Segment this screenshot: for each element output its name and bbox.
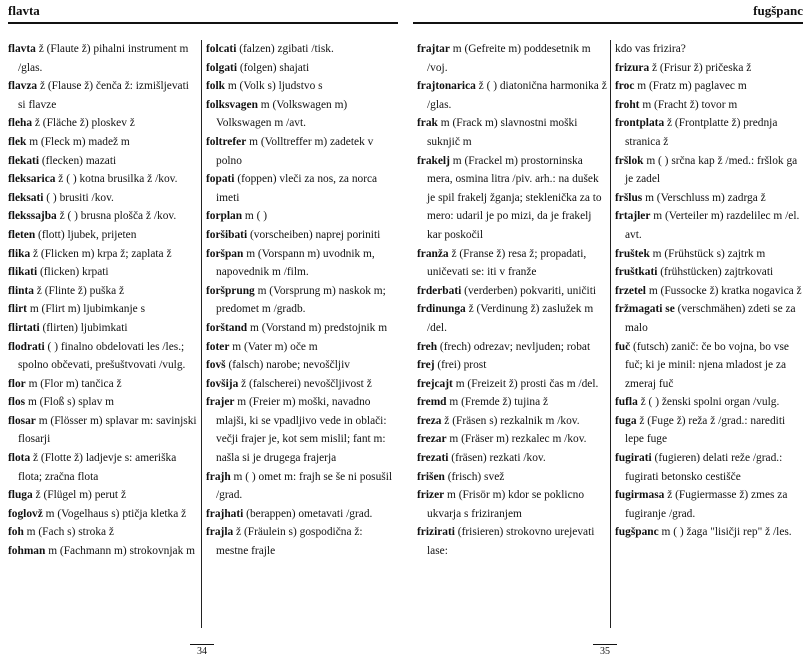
entry-definition: m (Freizeit ž) prosti čas m /del. bbox=[452, 377, 599, 390]
dictionary-entry bbox=[206, 77, 396, 96]
entry-definition: m (Fachmann m) strokovnjak m bbox=[45, 545, 195, 558]
entry-definition: ž (Fuge ž) reža ž /grad.: narediti lepe fuge bbox=[625, 414, 786, 446]
entry-headword: flirtati bbox=[8, 321, 40, 334]
entry-definition: (fugieren) delati reže /grad.: fugirati betonsko cestišče bbox=[625, 452, 783, 483]
right-column-2 bbox=[615, 40, 805, 542]
dictionary-entry bbox=[417, 300, 607, 337]
dictionary-entry bbox=[8, 523, 198, 542]
entry-definition: (flicken) krpati bbox=[37, 266, 109, 279]
entry-definition: m (Flor m) tančica ž bbox=[25, 377, 122, 390]
dictionary-entry bbox=[615, 449, 805, 486]
dictionary-entry bbox=[8, 114, 198, 133]
dictionary-entry bbox=[8, 245, 198, 264]
dictionary-entry bbox=[615, 189, 805, 208]
entry-headword: fopati bbox=[206, 173, 235, 186]
entry-headword: folgati bbox=[206, 61, 238, 74]
entry-definition: m (Fracht ž) tovor m bbox=[639, 98, 738, 111]
dictionary-entry bbox=[8, 77, 198, 114]
dictionary-entry bbox=[615, 300, 805, 337]
entry-definition: ž (Frisur ž) pričeska ž bbox=[649, 61, 752, 74]
dictionary-entry bbox=[206, 393, 396, 467]
entry-headword: flek bbox=[8, 135, 27, 148]
entry-definition: (verschmähen) zdeti se za malo bbox=[625, 303, 796, 334]
entry-definition: ž (Flügel m) perut ž bbox=[32, 489, 126, 502]
dictionary-entry bbox=[615, 245, 805, 264]
entry-headword: frizura bbox=[615, 61, 650, 74]
entry-definition: ž (Flotte ž) ladjevje s: ameriška flota; zračna flota bbox=[18, 452, 177, 483]
entry-definition: ž (Franse ž) resa ž; propadati, uničevati se: iti v franže bbox=[427, 247, 587, 279]
dictionary-entry bbox=[206, 356, 396, 375]
dictionary-entry bbox=[615, 486, 805, 523]
entry-definition: ( ) brusiti /kov. bbox=[43, 191, 114, 204]
entry-headword: flikati bbox=[8, 266, 38, 279]
entry-definition: ž ( ) kotna brusilka ž /kov. bbox=[55, 173, 178, 186]
entry-definition: m (Vogelhaus s) ptičja kletka ž bbox=[42, 507, 187, 520]
entry-definition: m (Fratz m) paglavec m bbox=[634, 80, 747, 93]
dictionary-entry bbox=[206, 226, 396, 245]
dictionary-entry bbox=[417, 40, 607, 77]
dictionary-entry bbox=[8, 40, 198, 77]
entry-headword: foršprung bbox=[206, 284, 255, 297]
dictionary-entry bbox=[206, 282, 396, 319]
entry-headword: froht bbox=[615, 98, 640, 111]
entry-definition: (berappen) ometavati /grad. bbox=[243, 507, 373, 520]
entry-definition: (vorscheiben) naprej poriniti bbox=[247, 228, 381, 241]
dictionary-entry bbox=[8, 393, 198, 412]
entry-headword: flor bbox=[8, 377, 26, 390]
dictionary-entry bbox=[615, 40, 805, 59]
dictionary-entry bbox=[8, 375, 198, 394]
dictionary-entry bbox=[417, 523, 607, 560]
entry-definition: m ( ) srčna kap ž /med.: fršlok ga je zadel bbox=[625, 154, 798, 186]
dictionary-entry bbox=[206, 133, 396, 170]
entry-headword: fleksarica bbox=[8, 173, 56, 186]
entry-definition: ž (Fräsen s) rezkalnik m /kov. bbox=[441, 414, 580, 427]
dictionary-entry bbox=[206, 505, 396, 524]
entry-definition: (frisch) svež bbox=[444, 470, 505, 483]
entry-headword: fleha bbox=[8, 117, 33, 130]
entry-headword: frdinunga bbox=[417, 303, 466, 316]
entry-definition: m (Volkswagen m) Volkswagen m /avt. bbox=[216, 98, 348, 130]
entry-headword: frontplata bbox=[615, 117, 665, 130]
dictionary-entry bbox=[615, 114, 805, 151]
entry-definition: m (Vorstand m) predstojnik m bbox=[247, 321, 388, 334]
entry-definition: (frühstücken) zajtrkovati bbox=[657, 266, 774, 279]
entry-definition: m (Vater m) oče m bbox=[229, 340, 318, 353]
entry-definition: ž ( ) ženski spolni organ /vulg. bbox=[637, 396, 780, 409]
dictionary-entry bbox=[417, 152, 607, 245]
dictionary-entry bbox=[615, 393, 805, 412]
entry-headword: frtajler bbox=[615, 210, 651, 223]
dictionary-entry bbox=[615, 412, 805, 449]
entry-definition: m (Floß s) splav m bbox=[25, 396, 115, 409]
entry-headword: frajer bbox=[206, 396, 235, 409]
entry-definition: m (Verschluss m) zadrga ž bbox=[642, 191, 766, 204]
dictionary-entry bbox=[206, 59, 396, 78]
entry-headword: frizer bbox=[417, 489, 445, 502]
dictionary-entry bbox=[8, 170, 198, 189]
entry-definition: (folgen) shajati bbox=[237, 61, 310, 74]
left-running-header bbox=[8, 2, 398, 24]
entry-headword: frizirati bbox=[417, 526, 455, 539]
entry-headword: foh bbox=[8, 526, 24, 539]
entry-headword: foršibati bbox=[206, 228, 248, 241]
dictionary-entry bbox=[206, 170, 396, 207]
entry-definition: ž ( ) brusna plošča ž /kov. bbox=[56, 210, 177, 223]
entry-headword: fremd bbox=[417, 396, 447, 409]
dictionary-entry bbox=[206, 523, 396, 560]
entry-headword: frzetel bbox=[615, 284, 646, 297]
entry-definition: m (Fräser m) rezkalec m /kov. bbox=[446, 433, 587, 446]
dictionary-entry bbox=[8, 189, 198, 208]
dictionary-entry bbox=[615, 207, 805, 244]
dictionary-entry bbox=[615, 152, 805, 189]
entry-definition: m (Vorsprung m) naskok m; predomet m /gradb. bbox=[216, 284, 386, 316]
entry-headword: fruštek bbox=[615, 247, 650, 260]
entry-definition: m (Volltreffer m) zadetek v polno bbox=[216, 135, 374, 167]
entry-headword: frajla bbox=[206, 526, 234, 539]
entry-headword: fugirati bbox=[615, 452, 652, 465]
dictionary-entry bbox=[615, 338, 805, 394]
entry-headword: flekssajba bbox=[8, 210, 57, 223]
dictionary-entry bbox=[206, 468, 396, 505]
entry-headword: fržmagati se bbox=[615, 303, 675, 316]
dictionary-entry bbox=[417, 375, 607, 394]
entry-definition: m (Fussocke ž) kratka nogavica ž bbox=[645, 284, 802, 297]
entry-definition: m (Fremde ž) tujina ž bbox=[446, 396, 549, 409]
dictionary-entry bbox=[8, 319, 198, 338]
entry-headword: fufla bbox=[615, 396, 638, 409]
dictionary-entry bbox=[8, 542, 198, 561]
entry-headword: flosar bbox=[8, 414, 36, 427]
entry-headword: frišen bbox=[417, 470, 445, 483]
entry-definition: (falzen) zgibati /tisk. bbox=[236, 43, 334, 55]
left-header-word: flavta bbox=[8, 3, 40, 18]
right-header-word: fugšpanc bbox=[753, 3, 803, 18]
dictionary-entry bbox=[417, 282, 607, 301]
entry-headword: fršlus bbox=[615, 191, 643, 204]
entry-definition: m (Flirt m) ljubimkanje s bbox=[26, 303, 145, 316]
dictionary-entry bbox=[8, 505, 198, 524]
entry-definition: ž (Fräulein s) gospodična ž: mestne frajle bbox=[216, 526, 363, 558]
entry-headword: frezar bbox=[417, 433, 447, 446]
entry-headword: fruštkati bbox=[615, 266, 658, 279]
entry-headword: folk bbox=[206, 80, 225, 93]
column-divider bbox=[610, 40, 611, 628]
dictionary-entry bbox=[8, 338, 198, 375]
entry-headword: fleten bbox=[8, 228, 36, 241]
entry-headword: foltrefer bbox=[206, 135, 247, 148]
dictionary-entry bbox=[206, 96, 396, 133]
entry-definition: m (Gefreite m) poddesetnik m /voj. bbox=[427, 43, 591, 74]
page-number: 35 bbox=[593, 644, 617, 657]
entry-headword: fovš bbox=[206, 359, 226, 372]
entry-headword: frak bbox=[417, 117, 438, 130]
entry-definition: (flirten) ljubimkati bbox=[39, 321, 128, 334]
entry-definition: m ( ) bbox=[242, 210, 268, 223]
entry-definition: m ( ) žaga "lisičji rep" ž /les. bbox=[658, 526, 792, 539]
entry-headword: fugšpanc bbox=[615, 526, 659, 539]
dictionary-entry bbox=[417, 356, 607, 375]
entry-definition: ž (Verdinung ž) zaslužek m /del. bbox=[427, 303, 594, 334]
dictionary-entry bbox=[8, 449, 198, 486]
entry-headword: fohman bbox=[8, 545, 46, 558]
entry-definition: ž (Frontplatte ž) prednja stranica ž bbox=[625, 117, 778, 148]
entry-definition: m ( ) omet m: frajh se še ni posušil /grad. bbox=[216, 470, 393, 502]
dictionary-entry bbox=[417, 245, 607, 282]
dictionary-entry bbox=[8, 486, 198, 505]
dictionary-entry bbox=[417, 114, 607, 151]
entry-definition: ž (Flicken m) krpa ž; zaplata ž bbox=[30, 247, 172, 260]
entry-headword: flavza bbox=[8, 80, 38, 93]
entry-definition: (verderben) pokvariti, uničiti bbox=[461, 284, 597, 297]
entry-definition: ž (Fläche ž) ploskev ž bbox=[32, 117, 135, 130]
dictionary-entry bbox=[8, 207, 198, 226]
entry-headword: froc bbox=[615, 80, 635, 93]
entry-headword: fugirmasa bbox=[615, 489, 665, 502]
entry-headword: foter bbox=[206, 340, 230, 353]
dictionary-entry bbox=[8, 300, 198, 319]
entry-headword: foglovž bbox=[8, 507, 43, 520]
entry-definition: ž (falscherei) nevoščljivost ž bbox=[238, 377, 372, 390]
entry-definition: (futsch) zanič: če bo vojna, bo vse fuč; ki je minil: njena mladost je za zmeraj fuč bbox=[625, 340, 789, 390]
entry-headword: folcati bbox=[206, 43, 237, 55]
left-page bbox=[0, 0, 404, 660]
entry-headword: frejcajt bbox=[417, 377, 453, 390]
entry-headword: fuč bbox=[615, 340, 631, 353]
entry-definition: m (Frack m) slavnostni moški suknjič m bbox=[427, 117, 578, 148]
entry-definition: m (Frisör m) kdor se poklicno ukvarja s friziranjem bbox=[427, 489, 585, 520]
entry-headword: flirt bbox=[8, 303, 27, 316]
entry-headword: frajh bbox=[206, 470, 231, 483]
dictionary-entry bbox=[206, 338, 396, 357]
entry-headword: fuga bbox=[615, 414, 637, 427]
entry-definition: ž (Flaute ž) pihalni instrument m /glas. bbox=[18, 43, 189, 74]
entry-definition: m (Vorspann m) uvodnik m, napovednik m /film. bbox=[216, 247, 375, 279]
entry-headword: frakelj bbox=[417, 154, 450, 167]
entry-definition: m (Fach s) stroka ž bbox=[23, 526, 114, 539]
dictionary-entry bbox=[615, 263, 805, 282]
dictionary-entry bbox=[615, 59, 805, 78]
entry-headword: flekati bbox=[8, 154, 40, 167]
entry-headword: freh bbox=[417, 340, 438, 353]
left-column-1 bbox=[8, 40, 198, 561]
dictionary-entry bbox=[615, 282, 805, 301]
entry-definition: (frei) prost bbox=[434, 359, 487, 372]
entry-definition: ž (Flinte ž) puška ž bbox=[33, 284, 125, 297]
dictionary-entry bbox=[417, 468, 607, 487]
entry-headword: frajhati bbox=[206, 507, 244, 520]
entry-headword: freza bbox=[417, 414, 442, 427]
dictionary-entry bbox=[417, 412, 607, 431]
entry-definition: m (Freier m) moški, navadno mlajši, ki se vpadljivo vede in oblači: večji frajer je, kot sem mislil; fant m: našla si je drugega frajerja bbox=[216, 396, 387, 465]
entry-headword: foršpan bbox=[206, 247, 244, 260]
entry-headword: flota bbox=[8, 452, 31, 465]
dictionary-entry bbox=[615, 523, 805, 542]
entry-headword: fovšija bbox=[206, 377, 239, 390]
entry-definition: kdo vas frizira? bbox=[615, 43, 686, 55]
entry-definition: ž (Fugiermasse ž) zmes za fugiranje /grad. bbox=[625, 489, 788, 520]
entry-definition: m (Flösser m) splavar m: savinjski flosarji bbox=[18, 414, 197, 446]
dictionary-entry bbox=[615, 96, 805, 115]
entry-headword: flos bbox=[8, 396, 26, 409]
dictionary-entry bbox=[206, 319, 396, 338]
entry-headword: forštand bbox=[206, 321, 248, 334]
entry-definition: (fräsen) rezkati /kov. bbox=[448, 452, 546, 465]
entry-headword: fluga bbox=[8, 489, 33, 502]
entry-definition: (frisieren) strokovno urejevati lase: bbox=[427, 526, 595, 558]
dictionary-entry bbox=[206, 375, 396, 394]
dictionary-entry bbox=[8, 282, 198, 301]
entry-headword: frderbati bbox=[417, 284, 462, 297]
entry-headword: folksvagen bbox=[206, 98, 258, 111]
entry-headword: fleksati bbox=[8, 191, 44, 204]
dictionary-entry bbox=[8, 152, 198, 171]
right-column-1 bbox=[417, 40, 607, 561]
dictionary-entry bbox=[8, 412, 198, 449]
dictionary-entry bbox=[417, 338, 607, 357]
dictionary-entry bbox=[417, 430, 607, 449]
entry-headword: flodrati bbox=[8, 340, 45, 353]
entry-headword: frajtar bbox=[417, 43, 450, 55]
dictionary-entry bbox=[206, 207, 396, 226]
entry-definition: m (Fleck m) madež m bbox=[26, 135, 130, 148]
entry-headword: forplan bbox=[206, 210, 243, 223]
dictionary-entry bbox=[206, 245, 396, 282]
entry-definition: m (Volk s) ljudstvo s bbox=[225, 80, 323, 93]
dictionary-entry bbox=[417, 486, 607, 523]
right-running-header bbox=[413, 2, 803, 24]
entry-definition: ž (Flause ž) čenča ž: izmišljevati si flavze bbox=[18, 80, 189, 111]
entry-headword: frezati bbox=[417, 452, 449, 465]
dictionary-entry bbox=[8, 226, 198, 245]
entry-headword: flika bbox=[8, 247, 31, 260]
entry-definition: (foppen) vleči za nos, za norca imeti bbox=[216, 173, 378, 204]
entry-headword: fršlok bbox=[615, 154, 644, 167]
dictionary-entry bbox=[206, 40, 396, 59]
dictionary-entry bbox=[417, 449, 607, 468]
entry-definition: m (Frackel m) prostorninska mera, osmina litra /piv. arh.: na dušek je spil frakelj žganja; steklenička za to mero: udaril je po mizi, da je frakelj kar poskočil bbox=[427, 154, 602, 241]
dictionary-entry bbox=[615, 77, 805, 96]
entry-definition: (frech) odrezav; nevljuden; robat bbox=[437, 340, 591, 353]
entry-definition: (flecken) mazati bbox=[39, 154, 117, 167]
entry-headword: flinta bbox=[8, 284, 34, 297]
entry-headword: frej bbox=[417, 359, 435, 372]
left-column-2 bbox=[206, 40, 396, 561]
right-page bbox=[405, 0, 809, 660]
column-divider bbox=[201, 40, 202, 628]
entry-definition: m (Verteiler m) razdelilec m /el. avt. bbox=[625, 210, 800, 241]
page-number: 34 bbox=[190, 644, 214, 657]
dictionary-entry bbox=[8, 133, 198, 152]
dictionary-entry bbox=[417, 393, 607, 412]
entry-headword: flavta bbox=[8, 43, 36, 55]
entry-definition: ( ) finalno obdelovati les /les.; spolno občevati, prešuštvovati /vulg. bbox=[18, 340, 186, 372]
entry-definition: (falsch) narobe; nevoščljiv bbox=[225, 359, 350, 372]
dictionary-entry bbox=[417, 77, 607, 114]
entry-headword: frajtonarica bbox=[417, 80, 476, 93]
entry-definition: (flott) ljubek, prijeten bbox=[35, 228, 137, 241]
dictionary-entry bbox=[8, 263, 198, 282]
entry-definition: m (Frühstück s) zajtrk m bbox=[649, 247, 766, 260]
entry-definition: ž ( ) diatonična harmonika ž /glas. bbox=[427, 80, 607, 111]
entry-headword: franža bbox=[417, 247, 449, 260]
